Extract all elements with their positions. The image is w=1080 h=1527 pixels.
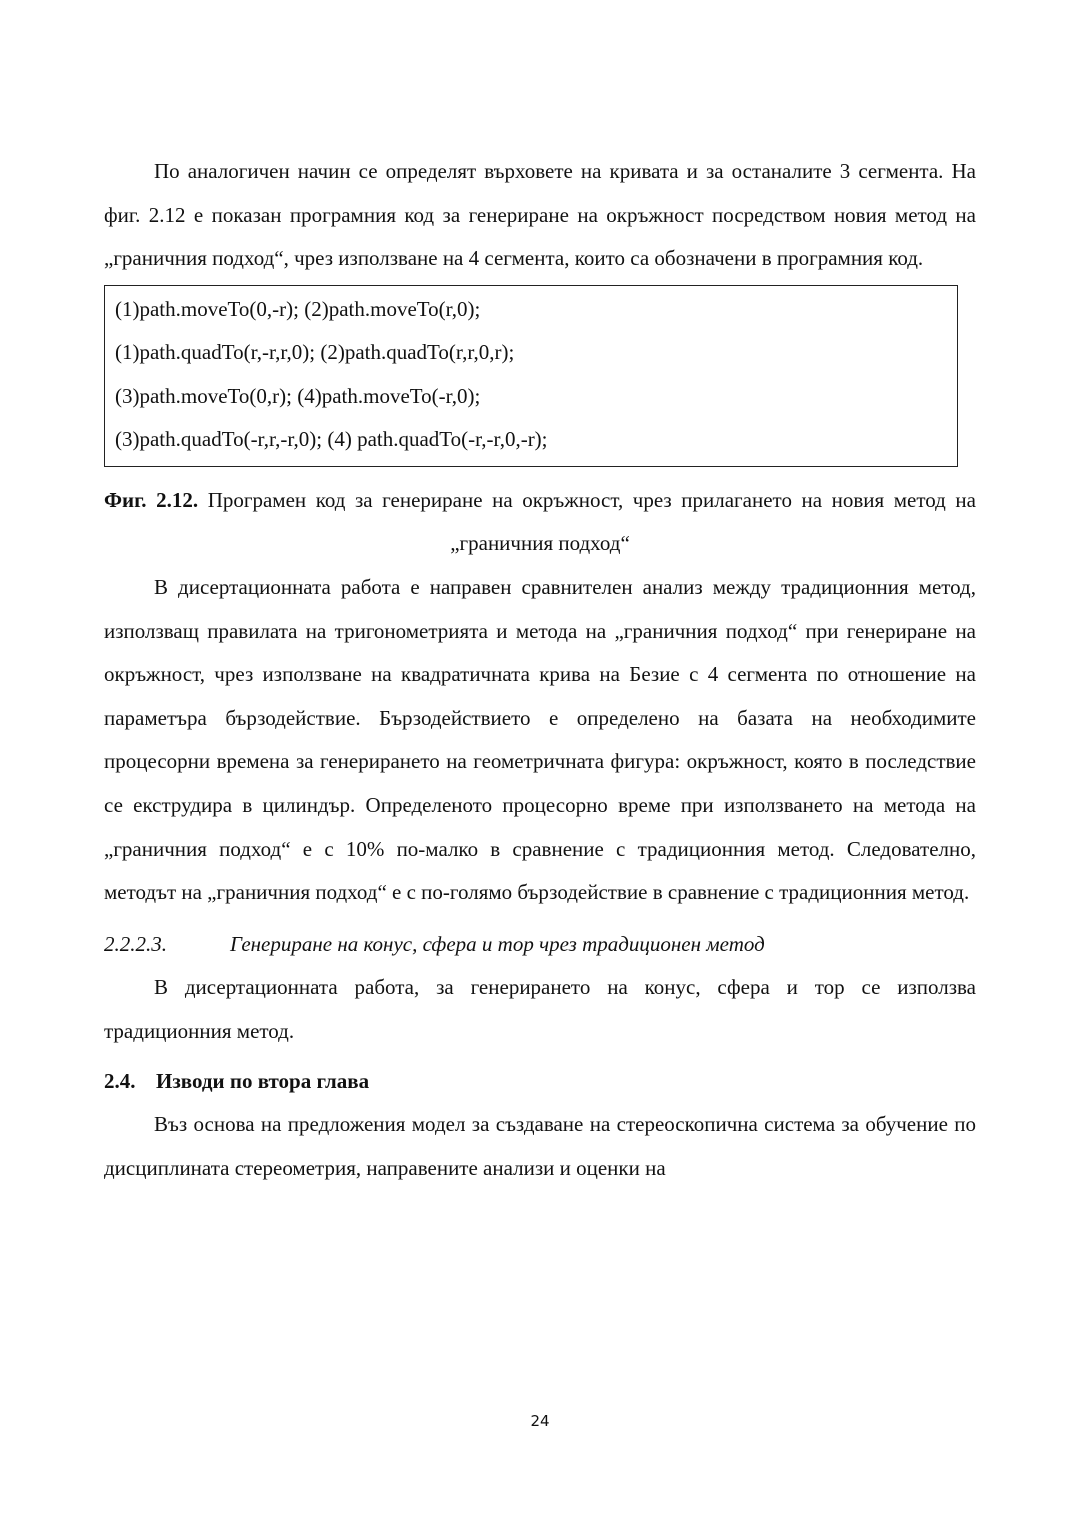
section-title: Изводи по втора глава <box>156 1068 370 1093</box>
subsection-title: Генериране на конус, сфера и тор чрез традиционен метод <box>230 931 765 956</box>
section-number: 2.4. <box>104 1068 136 1093</box>
subsection-heading <box>104 923 976 967</box>
figure-caption <box>104 479 976 566</box>
code-line: (3)path.quadTo(-r,r,-r,0); (4) path.quadTo(-r,-r,0,-r); <box>115 427 548 452</box>
page-number: 24 <box>530 1412 550 1430</box>
section-heading <box>104 1060 976 1104</box>
figure-caption-text: Програмен код за генериране на окръжност, чрез прилагането на новия метод на „граничния подход“ <box>198 487 976 556</box>
paragraph-traditional-method: В дисертационната работа, за генерирането на конус, сфера и тор се използва традиционния метод. <box>104 975 976 1043</box>
paragraph-intro: По аналогичен начин се определят върховете на кривата и за останалите 3 сегмента. На фиг. 2.12 е показан програмния код за генериране на окръжност посредством новия метод на „граничния подход“, чрез използване на 4 сегмента, които са обозначени в програмния код. <box>104 159 976 271</box>
paragraph-analysis: В дисертационната работа е направен сравнителен анализ между традиционния метод, използващ правилата на тригонометрията и метода на „граничния подход“ при генериране на окръжност, чрез използване на квадратичната крива на Безие с 4 сегмента по отношение на параметъра бързодействие. Бързодействието е определено на базата на необходимите процесорни времена за генерирането на геометричната фигура: окръжност, която в последствие се екструдира в цилиндър. Определеното процесорно време при използването на метода на „граничния подход“ е с 10% по-малко в сравнение с традиционния метод. Следователно, методът на „граничния подход“ е с по-голямо бързодействие в сравнение с традиционния метод. <box>104 574 976 905</box>
subsection-number: 2.2.2.3. <box>104 931 167 956</box>
code-line: (1)path.moveTo(0,-r); (2)path.moveTo(r,0); <box>115 296 481 321</box>
document-page <box>104 150 976 1190</box>
paragraph-conclusions: Въз основа на предложения модел за създаване на стереоскопична система за обучение по дисциплината стереометрия, направените анализи и оценки на <box>104 1112 976 1180</box>
code-line: (1)path.quadTo(r,-r,r,0); (2)path.quadTo(r,r,0,r); <box>115 340 515 365</box>
code-listing <box>104 285 958 467</box>
figure-label: Фиг. 2.12. <box>104 487 199 512</box>
code-line: (3)path.moveTo(0,r); (4)path.moveTo(-r,0); <box>115 383 481 408</box>
